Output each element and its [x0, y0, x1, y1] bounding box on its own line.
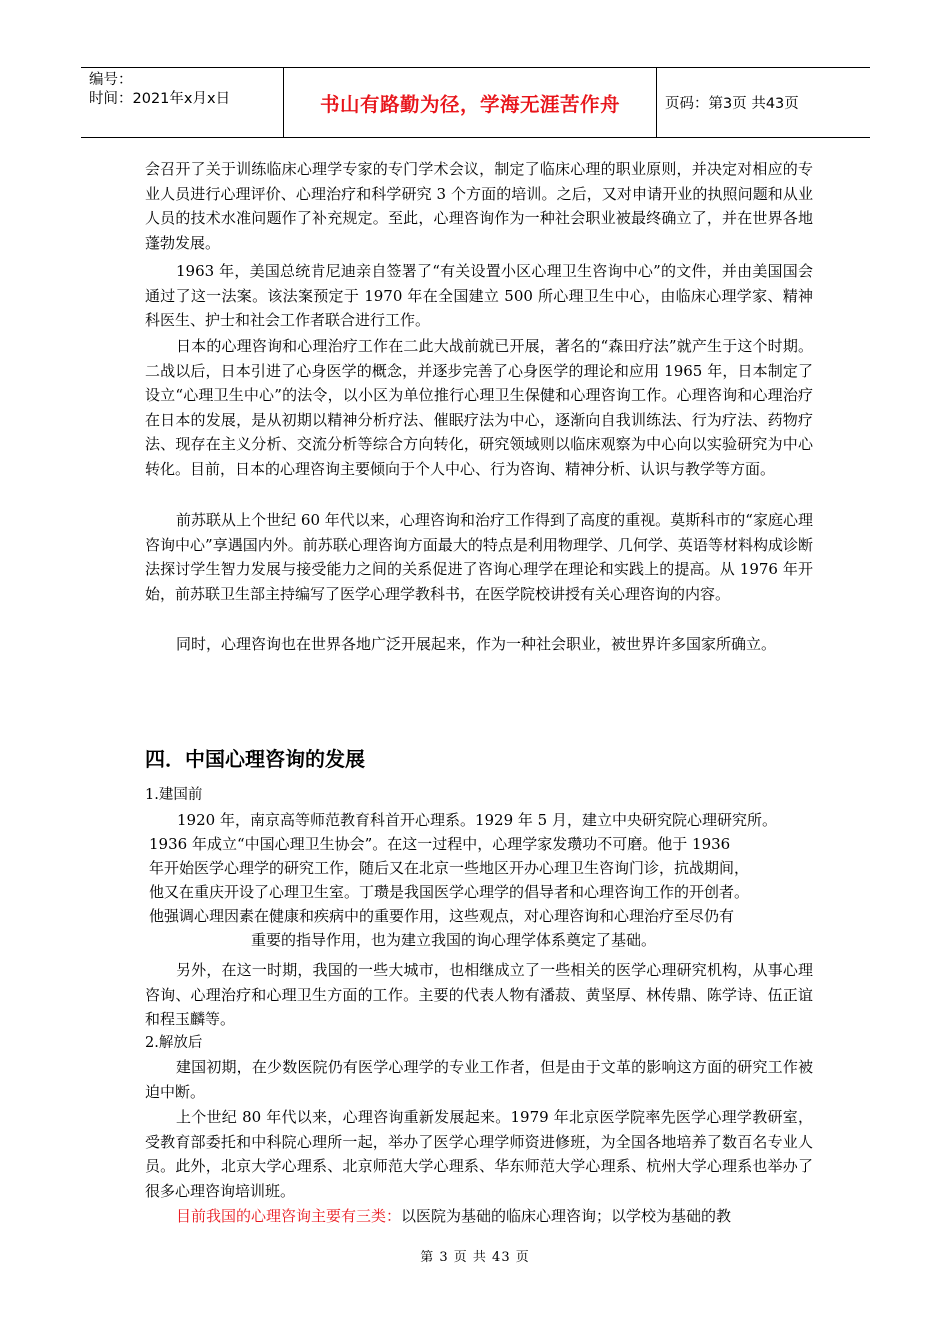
header-date-label: 时间：2021年x月x日 [89, 91, 231, 107]
section1-line-3: 年开始医学心理学的研究工作，随后又在北京一些地区开办心理卫生咨询门诊，抗战期间， [149, 859, 750, 877]
paragraph-9-highlight: 目前我国的心理咨询主要有三类： [176, 1207, 402, 1225]
page-footer: 第 3 页 共 43 页 [420, 1250, 530, 1265]
section1-line-1: 1920 年，南京高等师范教育科首开心理系。1929 年 5 月，建立中央研究院心理研究所。 [177, 811, 777, 829]
header-number-label: 编号： [89, 72, 133, 88]
paragraph-4: 前苏联从上个世纪 60 年代以来，心理咨询和治疗工作得到了高度的重视。莫斯科市的“家庭心理咨询中心”享遇国内外。前苏联心理咨询方面最大的特点是利用物理学、几何学、英语等材料构成诊断法探讨学生智力发展与接受能力之间的关系促进了咨询心理学在理论和实践上的提高。从 1976 年开始，前苏联卫生部主持编写了医学心理学教科书，在医学院校讲授有关心理咨询的内容。 [145, 511, 813, 603]
page-header [81, 67, 870, 138]
paragraph-6: 另外，在这一时期，我国的一些大城市，也相继成立了一些相关的医学心理研究机构，从事心理咨询、心理治疗和心理卫生方面的工作。主要的代表人物有潘菽、黄坚厚、林传鼎、陈学诗、伍正谊和程玉麟等。 [145, 961, 813, 1028]
header-meta [81, 68, 284, 137]
paragraph-8: 上个世纪 80 年代以来，心理咨询重新发展起来。1979 年北京医学院率先医学心理学教研室，受教育部委托和中科院心理所一起，举办了医学心理学师资进修班，为全国各地培养了数百名专业人员。此外，北京大学心理系、北京师范大学心理系、华东师范大学心理系、杭州大学心理系也举办了很多心理咨询培训班。 [145, 1108, 813, 1200]
paragraph-3: 日本的心理咨询和心理治疗工作在二此大战前就已开展，著名的“森田疗法”就产生于这个时期。二战以后，日本引进了心身医学的概念，并逐步完善了心身医学的理论和应用 1965 年，日本制定了设立“心理卫生中心”的法令，以小区为单位推行心理卫生保健和心理咨询工作。心理咨询和心理治疗在日本的发展，是从初期以精神分析疗法、催眠疗法为中心，逐渐向自我训练法、行为疗法、药物疗法、现存在主义分析、交流分析等综合方向转化，研究领域则以临床观察为中心向以实验研究为中心转化。目前，日本的心理咨询主要倾向于个人中心、行为咨询、精神分析、认识与教学等方面。 [145, 337, 813, 478]
section1-line-6: 重要的指导作用，也为建立我国的询心理学体系奠定了基础。 [251, 931, 657, 949]
paragraph-9-rest: 以医院为基础的临床心理咨询；以学校为基础的教 [401, 1207, 732, 1225]
subheading-after-liberation: 2.解放后 [145, 1035, 203, 1051]
paragraph-1: 会召开了关于训练临床心理学专家的专门学术会议，制定了临床心理的职业原则，并决定对相应的专业人员进行心理评价、心理治疗和科学研究 3 个方面的培训。之后，又对申请开业的执照问题和从业人员的技术水准问题作了补充规定。至此，心理咨询作为一种社会职业被最终确立了，并在世界各地蓬勃发展。 [145, 160, 813, 252]
section1-line-5: 他强调心理因素在健康和疾病中的重要作用，这些观点，对心理咨询和心理治疗至尽仍有 [149, 907, 735, 925]
paragraph-5: 同时，心理咨询也在世界各地广泛开展起来，作为一种社会职业，被世界许多国家所确立。 [176, 635, 777, 653]
section-heading: 四．中国心理咨询的发展 [145, 747, 365, 771]
section1-line-4: 他又在重庆开设了心理卫生室。丁瓒是我国医学心理学的倡导者和心理咨询工作的开创者。 [149, 883, 750, 901]
section1-line-2: 1936 年成立“中国心理卫生协会”。在这一过程中，心理学家发瓒功不可磨。他于 1936 [149, 835, 731, 853]
header-motto: 书山有路勤为径，学海无涯苦作舟 [284, 68, 657, 137]
paragraph-9 [145, 1204, 813, 1229]
subheading-before-founding: 1.建国前 [145, 787, 203, 803]
header-page-info: 页码：第3页 共43页 [665, 96, 799, 112]
paragraph-2: 1963 年，美国总统肯尼迪亲自签署了“有关设置小区心理卫生咨询中心”的文件，并由美国国会通过了这一法案。该法案预定于 1970 年在全国建立 500 所心理卫生中心，由临床心理学家、精神科医生、护士和社会工作者联合进行工作。 [145, 262, 813, 329]
paragraph-7: 建国初期，在少数医院仍有医学心理学的专业工作者，但是由于文革的影响这方面的研究工作被迫中断。 [145, 1058, 813, 1101]
